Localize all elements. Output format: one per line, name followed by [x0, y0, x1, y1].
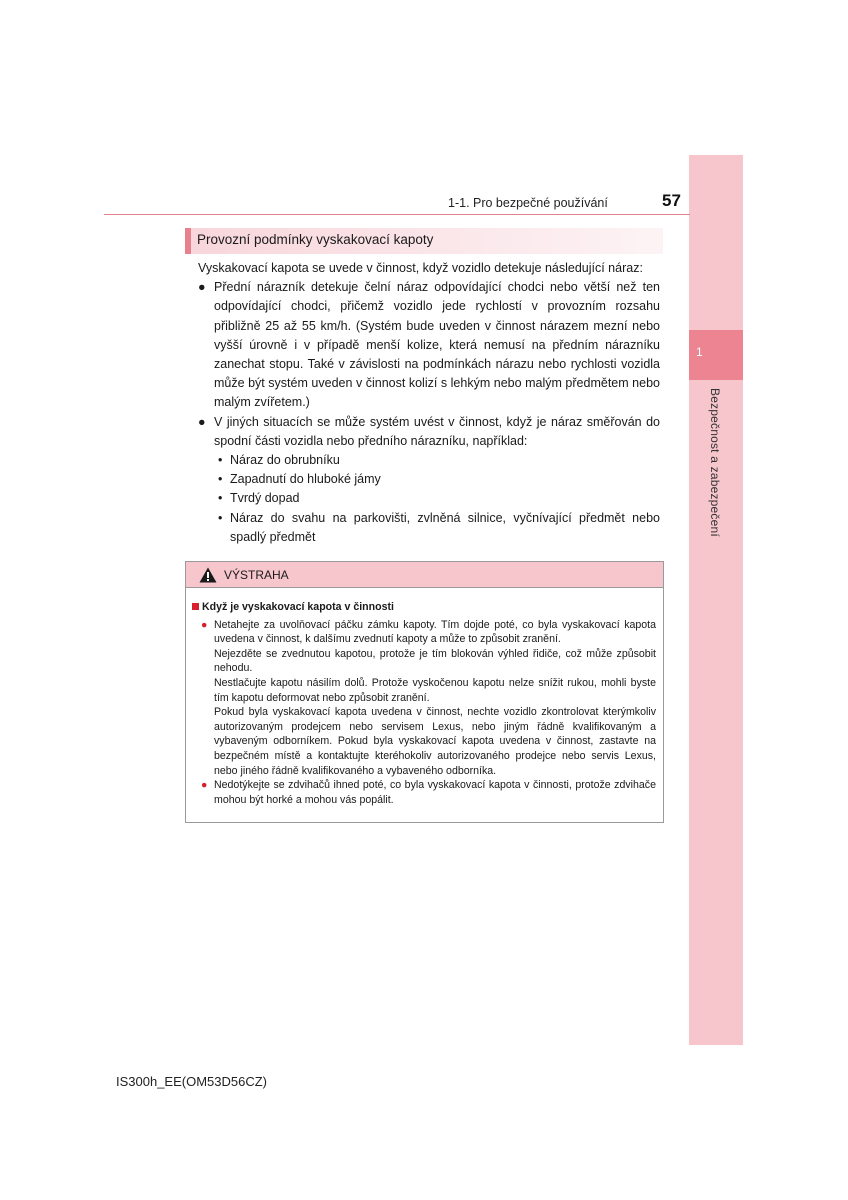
small-bullet-icon: •: [218, 472, 223, 487]
small-bullet-icon: •: [218, 510, 223, 525]
main-body: [198, 259, 660, 547]
small-bullet-icon: •: [218, 453, 223, 468]
chapter-label: Bezpečnost a zabezpečení: [708, 388, 722, 537]
sub-list-item: • Náraz do svahu na parkovišti, zvlněná silnice, vyčnívající předmět nebo spadlý předmět: [218, 510, 660, 544]
warning-header: [186, 562, 663, 588]
small-bullet-icon: •: [218, 491, 223, 506]
chapter-number: 1: [696, 345, 703, 359]
bullet-icon: ●: [198, 414, 206, 429]
intro-text: Vyskakovací kapota se uvede v činnost, když vozidlo detekuje následující náraz:: [198, 261, 643, 275]
warning-list-item: ● Netahejte za uvolňovací páčku zámku kapoty. Tím dojde poté, co byla vyskakovací kapota uvedena v činnost, k dalšímu zvednutí kapoty a může to způsobit zranění.: [201, 618, 656, 646]
warning-paragraph: Nestlačujte kapotu násilím dolů. Protože vyskočenou kapotu nelze snížit rukou, mohli byste tím kapotu deformovat nebo způsobit zranění.: [214, 676, 656, 704]
header-divider: [104, 214, 690, 215]
red-bullet-icon: ●: [201, 779, 208, 792]
section-title-accent: [185, 228, 191, 254]
section-title: Provozní podmínky vyskakovací kapoty: [197, 232, 434, 247]
warning-paragraph: Nejezděte se zvednutou kapotou, protože je tím blokován výhled řidiče, což může způsobit nehodu.: [214, 647, 656, 675]
red-bullet-icon: ●: [201, 618, 208, 631]
sub-list-item: • Zapadnutí do hluboké jámy: [198, 470, 660, 489]
sub-list-item: • Tvrdý dopad: [198, 489, 660, 508]
warning-box: [185, 561, 664, 823]
warning-list-item: ● Nedotýkejte se zdvihačů ihned poté, co byla vyskakovací kapota v činnosti, protože zdvihače mohou být horké a mohou vás popálit.: [201, 779, 656, 806]
warning-paragraph: Pokud byla vyskakovací kapota uvedena v činnost, nechte vozidlo zkontrolovat kterýmkoliv autorizovaným prodejcem nebo servisem Lexus, nebo jiným řádně kvalifikovaným a vybaveným odborníkem. Pokud byla vyskakovací kapota uvedena v činnost, zastavte na bezpečném místě a kontaktujte kteréhokoliv autorizovaného prodejce nebo servis Lexus, nebo jiného řádně kvalifikovaného a vybaveného odborníka.: [214, 706, 656, 777]
list-item: ● Přední nárazník detekuje čelní náraz odpovídající chodci nebo větší než ten odpovídající chodci, přičemž vozidlo jede rychlostí v provozním rozsahu přibližně 25 až 55 km/h. (Systém bude uveden v činnost nárazem mezní nebo vyšší úrovně i v případě menší kolize, která nemusí na předním nárazníku zanechat stopu. Také v závislosti na podmínkách nárazu nebo rychlosti vozidla může být systém uveden v činnost kolizí s lehkým nebo malým předmětem nebo malým zvířetem.): [198, 280, 660, 410]
chapter-side-tab: [689, 155, 743, 1045]
header-section-title: 1-1. Pro bezpečné používání: [448, 196, 608, 210]
list-item: ● V jiných situacích se může systém uvést v činnost, když je náraz směřován do spodní části vozidla nebo předního nárazníku, například:: [198, 414, 660, 448]
red-square-icon: [192, 603, 199, 610]
warning-body: [192, 600, 656, 807]
warning-title: VÝSTRAHA: [224, 568, 289, 582]
warning-subheading: Když je vyskakovací kapota v činnosti: [192, 600, 656, 615]
bullet-icon: ●: [198, 280, 206, 295]
sub-list-item: • Náraz do obrubníku: [198, 451, 660, 470]
page-number: 57: [662, 191, 681, 210]
footer-code: IS300h_EE(OM53D56CZ): [116, 1074, 268, 1089]
warning-triangle-icon: [199, 567, 217, 583]
